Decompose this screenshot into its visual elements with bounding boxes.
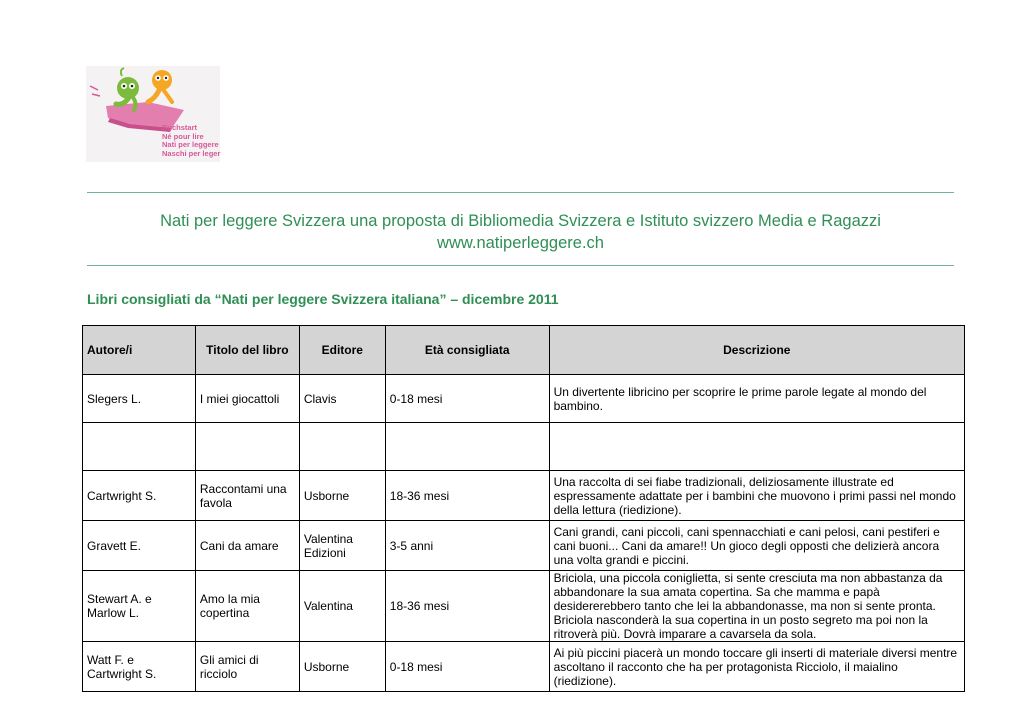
cell-publisher: Valentina Edizioni — [299, 521, 385, 571]
logo — [86, 66, 220, 162]
cell-description: Briciola, una piccola coniglietta, si sente cresciuta ma non abbastanza da abbandonare la sua amata copertina. Sa che mamma e papà desidererebbero tanto che lei la abbandonasse, ma non si sente pronta. Briciola nasconderà la sua copertina in un posto segreto ma poi non la ritroverà più. Dovrà imparare a cavarsela da sola. — [549, 571, 964, 642]
cell-age: 18-36 mesi — [385, 571, 549, 642]
cell-title: Raccontami una favola — [195, 471, 299, 521]
cell-author: Watt F. e Cartwright S. — [83, 642, 196, 692]
column-header-age: Età consigliata — [385, 326, 549, 375]
column-header-description: Descrizione — [549, 326, 964, 375]
logo-line: Né pour lire — [162, 131, 204, 141]
cell-description — [549, 423, 964, 471]
header-title — [87, 210, 954, 254]
table-header-row — [83, 326, 965, 375]
cell-title — [195, 423, 299, 471]
header-website-link[interactable]: www.natiperleggere.ch — [437, 234, 604, 252]
logo-line: Naschi per leger — [162, 148, 221, 158]
cell-description: Una raccolta di sei fiabe tradizionali, deliziosamente illustrate ed espressamente adattate per i bambini che muovono i primi passi nel mondo della lettura (riedizione). — [549, 471, 964, 521]
column-header-author: Autore/i — [83, 326, 196, 375]
cell-author: Slegers L. — [83, 375, 196, 423]
cell-title: Cani da amare — [195, 521, 299, 571]
cell-title: Gli amici di ricciolo — [195, 642, 299, 692]
cell-publisher: Usborne — [299, 471, 385, 521]
cell-age: 18-36 mesi — [385, 471, 549, 521]
logo-line: Buchstart — [162, 123, 198, 132]
cell-author — [83, 423, 196, 471]
cell-author: Gravett E. — [83, 521, 196, 571]
cell-publisher: Usborne — [299, 642, 385, 692]
logo-line: Nati per leggere — [162, 140, 219, 150]
cell-author: Stewart A. e Marlow L. — [83, 571, 196, 642]
cell-title: Amo la mia copertina — [195, 571, 299, 642]
header-divider-bottom — [87, 265, 954, 266]
table-row — [83, 521, 965, 571]
table-row — [83, 375, 965, 423]
books-table — [82, 325, 965, 692]
cell-title: I miei giocattoli — [195, 375, 299, 423]
table-row — [83, 423, 965, 471]
cell-publisher — [299, 423, 385, 471]
column-header-title: Titolo del libro — [195, 326, 299, 375]
cell-age: 0-18 mesi — [385, 642, 549, 692]
table-row — [83, 571, 965, 642]
table-row — [83, 642, 965, 692]
table-row — [83, 471, 965, 521]
cell-publisher: Clavis — [299, 375, 385, 423]
cell-age: 3-5 anni — [385, 521, 549, 571]
cell-publisher: Valentina — [299, 571, 385, 642]
cell-author: Cartwright S. — [83, 471, 196, 521]
header-divider-top — [87, 192, 954, 193]
logo-text — [162, 124, 220, 158]
column-header-publisher: Editore — [299, 326, 385, 375]
cell-age — [385, 423, 549, 471]
cell-description: Cani grandi, cani piccoli, cani spennacchiati e cani pelosi, cani pestiferi e cani buoni... Cani da amare!! Un gioco degli opposti che delizierà ancora una volta grandi e piccini. — [549, 521, 964, 571]
header-title-line1: Nati per leggere Svizzera una proposta di Bibliomedia Svizzera e Istituto svizzero Media e Ragazzi — [160, 212, 881, 230]
cell-description: Un divertente libricino per scoprire le prime parole legate al mondo del bambino. — [549, 375, 964, 423]
page-subtitle: Libri consigliati da “Nati per leggere Svizzera italiana” – dicembre 2011 — [87, 291, 559, 307]
cell-age: 0-18 mesi — [385, 375, 549, 423]
cell-description: Ai più piccini piacerà un mondo toccare gli inserti di materiale diversi mentre ascoltano il racconto che ha per protagonista Ricciolo, il maialino (riedizione). — [549, 642, 964, 692]
